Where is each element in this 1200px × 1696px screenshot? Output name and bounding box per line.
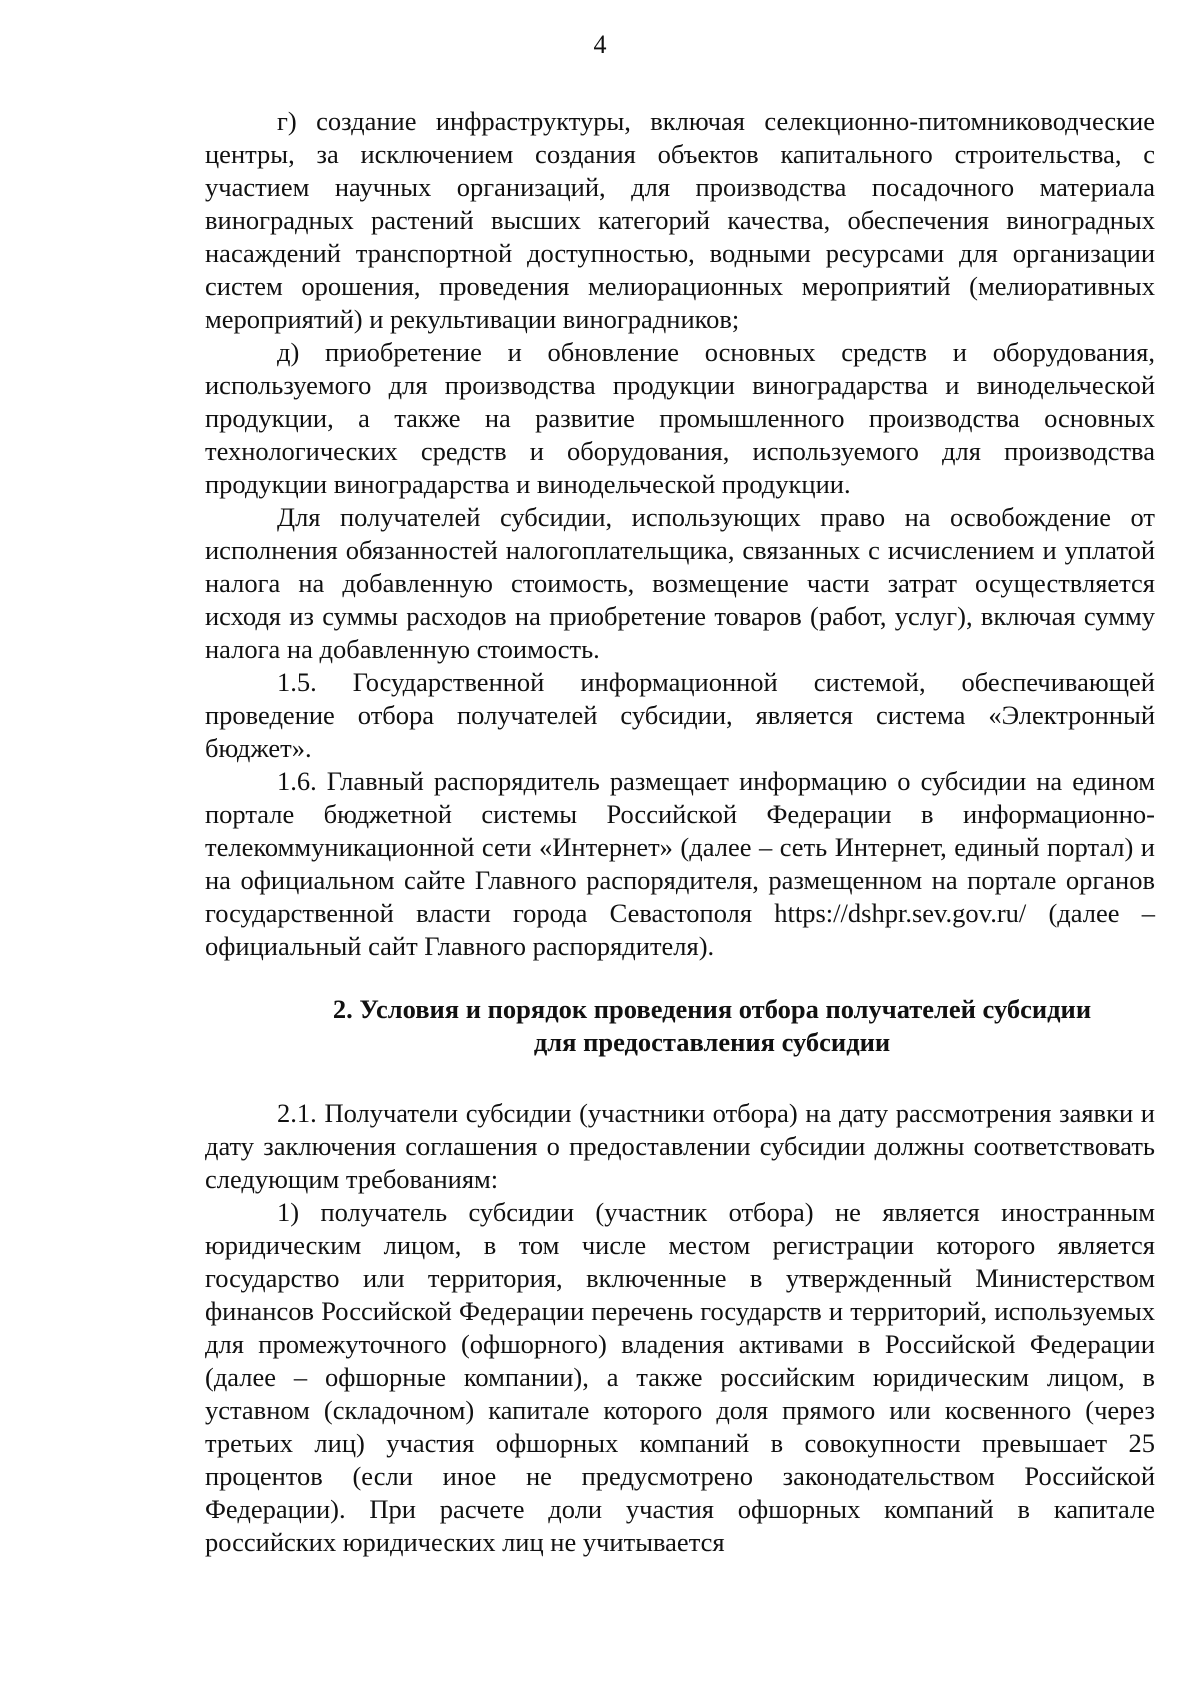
page-number: 4 (593, 30, 607, 59)
paragraph-2-1: 2.1. Получатели субсидии (участники отбора) на дату рассмотрения заявки и дату заключения соглашения о предоставлении субсидии должны соответствовать следующим требованиям: (205, 1098, 1155, 1194)
paragraph-vat: Для получателей субсидии, использующих право на освобождение от исполнения обязанностей налогоплательщика, связанных с исчислением и уплатой налога на добавленную стоимость, возмещение части затрат осуществляется исходя из суммы расходов на приобретение товаров (работ, услуг), включая сумму налога на добавленную стоимость. (205, 502, 1155, 664)
section-heading (205, 993, 1155, 1059)
document-body (205, 105, 1155, 1559)
spacer (205, 1059, 1155, 1097)
paragraph-2-1-1: 1) получатель субсидии (участник отбора) не является иностранным юридическим лицом, в том числе местом регистрации которого является государство или территория, включенные в утвержденный Министерством финансов Российской Федерации перечень государств и территорий, используемых для промежуточного (офшорного) владения активами в Российской Федерации (далее – офшорные компании), а также российским юридическим лицом, в уставном (складочном) капитале которого доля прямого или косвенного (через третьих лиц) участия офшорных компаний в совокупности превышает 25 процентов (если иное не предусмотрено законодательством Российской Федерации). При расчете доли участия офшорных компаний в капитале российских юридических лиц не учитывается (205, 1197, 1155, 1557)
paragraph-1-5: 1.5. Государственной информационной системой, обеспечивающей проведение отбора получателей субсидии, является система «Электронный бюджет». (205, 667, 1155, 763)
section-heading-line-2: для предоставления субсидии (533, 1027, 891, 1057)
paragraph-1-6: 1.6. Главный распорядитель размещает информацию о субсидии на едином портале бюджетной системы Российской Федерации в информационно-телекоммуникационной сети «Интернет» (далее – сеть Интернет, единый портал) и на официальном сайте Главного распорядителя, размещенном на портале органов государственной власти города Севастополя https://dshpr.sev.gov.ru/ (далее – официальный сайт Главного распорядителя). (205, 766, 1155, 961)
paragraph-g: г) создание инфраструктуры, включая селекционно-питомниководческие центры, за исключением создания объектов капитального строительства, с участием научных организаций, для производства посадочного материала виноградных растений высших категорий качества, обеспечения виноградных насаждений транспортной доступностью, водными ресурсами для организации систем орошения, проведения мелиорационных мероприятий (мелиоративных мероприятий) и рекультивации виноградников; (205, 106, 1155, 334)
paragraph-d: д) приобретение и обновление основных средств и оборудования, используемого для производства продукции виноградарства и винодельческой продукции, а также на развитие промышленного производства основных технологических средств и оборудования, используемого для производства продукции виноградарства и винодельческой продукции. (205, 337, 1155, 499)
section-heading-line-1: 2. Условия и порядок проведения отбора получателей субсидии (332, 994, 1092, 1024)
